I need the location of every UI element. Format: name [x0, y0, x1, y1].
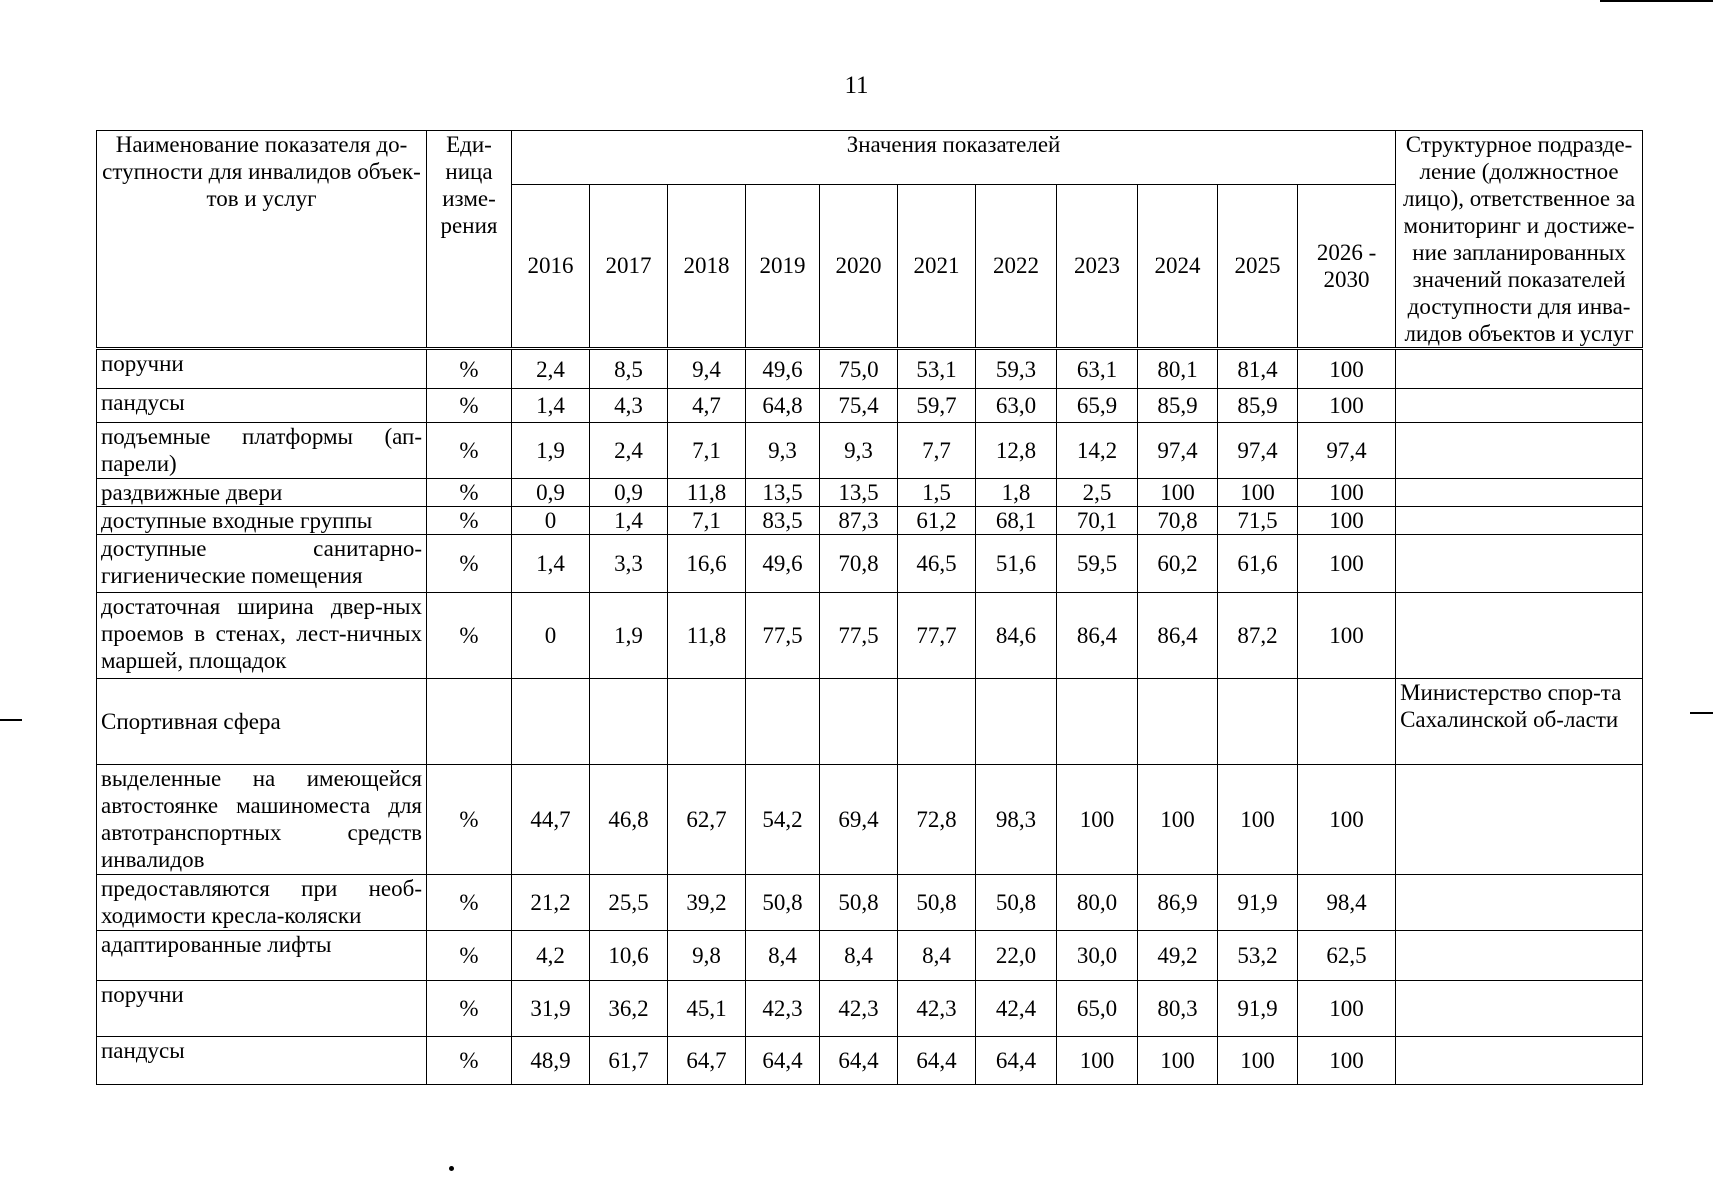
indicator-value: 36,2	[590, 981, 668, 1037]
indicator-value: 13,5	[820, 479, 898, 507]
table-row	[97, 931, 1643, 981]
indicator-unit: %	[427, 507, 512, 535]
indicator-value: 1,9	[512, 423, 590, 479]
indicator-value: 0,9	[512, 479, 590, 507]
indicator-unit: %	[427, 765, 512, 875]
indicator-value: 2,4	[512, 349, 590, 389]
indicator-value: 30,0	[1057, 931, 1138, 981]
indicator-value	[1057, 679, 1138, 765]
indicator-value	[512, 679, 590, 765]
indicator-value	[976, 679, 1057, 765]
indicator-value: 21,2	[512, 875, 590, 931]
indicator-value: 11,8	[668, 479, 746, 507]
indicator-unit: %	[427, 593, 512, 679]
indicator-value: 75,0	[820, 349, 898, 389]
indicator-value: 64,7	[668, 1037, 746, 1085]
indicator-value: 85,9	[1138, 389, 1218, 423]
indicator-value: 53,2	[1218, 931, 1298, 981]
indicator-value: 10,6	[590, 931, 668, 981]
indicator-value: 83,5	[746, 507, 820, 535]
table-row	[97, 1037, 1643, 1085]
indicator-value: 50,8	[820, 875, 898, 931]
indicator-value: 65,9	[1057, 389, 1138, 423]
indicator-value: 25,5	[590, 875, 668, 931]
indicator-unit: %	[427, 389, 512, 423]
indicator-unit: %	[427, 931, 512, 981]
scan-mark-left	[0, 719, 22, 721]
indicator-value: 42,4	[976, 981, 1057, 1037]
indicator-value: 49,6	[746, 349, 820, 389]
table-row	[97, 679, 1643, 765]
indicator-unit	[427, 679, 512, 765]
indicator-value: 0	[512, 507, 590, 535]
indicator-name: пандусы	[97, 1037, 427, 1085]
scan-mark-right	[1690, 712, 1713, 714]
indicator-value: 9,3	[820, 423, 898, 479]
indicator-value: 100	[1218, 765, 1298, 875]
year-header: 2023	[1057, 184, 1138, 348]
indicator-value: 100	[1298, 981, 1396, 1037]
year-header: 2025	[1218, 184, 1298, 348]
scan-mark-top	[1600, 0, 1713, 2]
indicator-value: 61,6	[1218, 535, 1298, 593]
responsible-unit	[1396, 423, 1643, 479]
table-row	[97, 535, 1643, 593]
year-header: 2022	[976, 184, 1057, 348]
indicator-value: 48,9	[512, 1037, 590, 1085]
indicator-value: 50,8	[746, 875, 820, 931]
indicator-value: 77,5	[746, 593, 820, 679]
indicator-value: 44,7	[512, 765, 590, 875]
indicator-value: 1,8	[976, 479, 1057, 507]
indicator-name: подъемные платформы (ап-парели)	[97, 423, 427, 479]
year-header: 2017	[590, 184, 668, 348]
indicator-unit: %	[427, 875, 512, 931]
indicator-value: 8,4	[746, 931, 820, 981]
indicator-value: 8,4	[820, 931, 898, 981]
indicator-unit: %	[427, 535, 512, 593]
indicator-unit: %	[427, 1037, 512, 1085]
page-number: 11	[844, 72, 869, 99]
responsible-unit	[1396, 479, 1643, 507]
table-row	[97, 349, 1643, 389]
indicator-value: 100	[1057, 1037, 1138, 1085]
indicator-value: 59,5	[1057, 535, 1138, 593]
indicator-value: 91,9	[1218, 981, 1298, 1037]
indicator-name: доступные санитарно-гигиенические помещения	[97, 535, 427, 593]
indicator-value: 97,4	[1298, 423, 1396, 479]
indicator-value: 86,4	[1057, 593, 1138, 679]
indicators-table	[96, 130, 1643, 1085]
indicator-value: 100	[1298, 479, 1396, 507]
indicator-value: 70,8	[820, 535, 898, 593]
responsible-unit	[1396, 349, 1643, 389]
indicator-value: 68,1	[976, 507, 1057, 535]
indicator-unit: %	[427, 349, 512, 389]
indicator-value: 80,0	[1057, 875, 1138, 931]
indicator-value: 98,4	[1298, 875, 1396, 931]
indicator-value: 31,9	[512, 981, 590, 1037]
indicator-value: 65,0	[1057, 981, 1138, 1037]
indicator-value: 1,4	[590, 507, 668, 535]
responsible-unit	[1396, 535, 1643, 593]
year-header: 2026 - 2030	[1298, 184, 1396, 348]
header-responsible: Структурное подразде-ление (должностное лицо), ответственное за мониторинг и достиже-ние запланированных значений показателей доступности для инва-лидов объектов и услуг	[1396, 131, 1643, 349]
indicator-value: 13,5	[746, 479, 820, 507]
indicator-value: 42,3	[898, 981, 976, 1037]
indicator-value	[746, 679, 820, 765]
indicator-value: 54,2	[746, 765, 820, 875]
indicator-value: 59,3	[976, 349, 1057, 389]
indicator-value	[898, 679, 976, 765]
indicator-value: 69,4	[820, 765, 898, 875]
indicator-value: 16,6	[668, 535, 746, 593]
indicator-value: 62,5	[1298, 931, 1396, 981]
indicator-value: 39,2	[668, 875, 746, 931]
indicator-value: 46,5	[898, 535, 976, 593]
table-row	[97, 507, 1643, 535]
indicator-value: 70,1	[1057, 507, 1138, 535]
indicator-value: 9,4	[668, 349, 746, 389]
indicator-name: раздвижные двери	[97, 479, 427, 507]
indicator-value: 70,8	[1138, 507, 1218, 535]
responsible-unit	[1396, 1037, 1643, 1085]
indicator-value: 100	[1298, 593, 1396, 679]
indicator-value: 1,5	[898, 479, 976, 507]
table-row	[97, 875, 1643, 931]
indicator-value: 61,7	[590, 1037, 668, 1085]
indicator-value: 87,2	[1218, 593, 1298, 679]
indicator-value: 64,8	[746, 389, 820, 423]
table-header	[97, 131, 1643, 349]
indicator-value: 80,1	[1138, 349, 1218, 389]
indicator-value: 86,9	[1138, 875, 1218, 931]
indicator-value	[1138, 679, 1218, 765]
indicator-name: пандусы	[97, 389, 427, 423]
indicator-value: 46,8	[590, 765, 668, 875]
indicator-value: 4,2	[512, 931, 590, 981]
indicator-value: 8,4	[898, 931, 976, 981]
indicator-value: 11,8	[668, 593, 746, 679]
indicator-value: 100	[1138, 765, 1218, 875]
indicator-value: 42,3	[746, 981, 820, 1037]
indicator-value: 50,8	[898, 875, 976, 931]
indicator-value: 84,6	[976, 593, 1057, 679]
indicator-value: 64,4	[898, 1037, 976, 1085]
indicator-value: 64,4	[820, 1037, 898, 1085]
indicator-value: 81,4	[1218, 349, 1298, 389]
table-row	[97, 423, 1643, 479]
indicator-name: предоставляются при необ-ходимости кресла-коляски	[97, 875, 427, 931]
indicator-value: 53,1	[898, 349, 976, 389]
indicator-value: 80,3	[1138, 981, 1218, 1037]
indicator-value: 12,8	[976, 423, 1057, 479]
indicator-value: 49,6	[746, 535, 820, 593]
table-row	[97, 593, 1643, 679]
responsible-unit	[1396, 875, 1643, 931]
table-row	[97, 981, 1643, 1037]
indicator-value: 100	[1138, 479, 1218, 507]
indicator-value: 86,4	[1138, 593, 1218, 679]
indicator-value: 77,5	[820, 593, 898, 679]
header-name: Наименование показателя до-ступности для инвалидов объек-тов и услуг	[97, 131, 427, 349]
indicator-value: 9,8	[668, 931, 746, 981]
indicator-value: 59,7	[898, 389, 976, 423]
indicator-unit: %	[427, 479, 512, 507]
table-row	[97, 479, 1643, 507]
indicator-value: 2,4	[590, 423, 668, 479]
header-values: Значения показателей	[512, 131, 1396, 185]
scan-dot	[449, 1166, 454, 1171]
indicator-value: 42,3	[820, 981, 898, 1037]
indicator-value: 63,0	[976, 389, 1057, 423]
indicator-name: адаптированные лифты	[97, 931, 427, 981]
indicator-name: доступные входные группы	[97, 507, 427, 535]
indicator-value: 97,4	[1218, 423, 1298, 479]
indicator-value: 100	[1298, 507, 1396, 535]
table-row	[97, 389, 1643, 423]
year-header: 2016	[512, 184, 590, 348]
indicator-value: 63,1	[1057, 349, 1138, 389]
responsible-unit	[1396, 981, 1643, 1037]
indicator-value: 2,5	[1057, 479, 1138, 507]
indicator-unit: %	[427, 423, 512, 479]
indicator-value: 100	[1057, 765, 1138, 875]
indicator-value: 75,4	[820, 389, 898, 423]
indicator-value: 51,6	[976, 535, 1057, 593]
indicator-value: 14,2	[1057, 423, 1138, 479]
indicator-value: 71,5	[1218, 507, 1298, 535]
indicator-value: 60,2	[1138, 535, 1218, 593]
indicator-value: 100	[1218, 1037, 1298, 1085]
indicator-value: 7,7	[898, 423, 976, 479]
indicator-value: 100	[1298, 389, 1396, 423]
indicator-value: 100	[1218, 479, 1298, 507]
indicator-value: 64,4	[976, 1037, 1057, 1085]
indicator-value: 0,9	[590, 479, 668, 507]
indicator-value	[590, 679, 668, 765]
indicator-value	[668, 679, 746, 765]
responsible-unit	[1396, 389, 1643, 423]
header-unit: Еди-ница изме-рения	[427, 131, 512, 349]
year-header: 2020	[820, 184, 898, 348]
indicator-value: 45,1	[668, 981, 746, 1037]
indicator-value: 100	[1298, 1037, 1396, 1085]
indicator-unit: %	[427, 981, 512, 1037]
indicator-value: 100	[1298, 765, 1396, 875]
responsible-unit	[1396, 593, 1643, 679]
indicator-value: 7,1	[668, 507, 746, 535]
indicator-value: 77,7	[898, 593, 976, 679]
indicator-value: 9,3	[746, 423, 820, 479]
indicator-name: достаточная ширина двер-ных проемов в стенах, лест-ничных маршей, площадок	[97, 593, 427, 679]
year-header: 2018	[668, 184, 746, 348]
year-header: 2019	[746, 184, 820, 348]
indicator-value: 72,8	[898, 765, 976, 875]
indicator-value: 49,2	[1138, 931, 1218, 981]
indicator-value: 3,3	[590, 535, 668, 593]
responsible-unit	[1396, 507, 1643, 535]
indicator-name: поручни	[97, 349, 427, 389]
indicator-value: 85,9	[1218, 389, 1298, 423]
indicator-value: 98,3	[976, 765, 1057, 875]
indicator-value: 1,9	[590, 593, 668, 679]
indicator-value: 22,0	[976, 931, 1057, 981]
indicator-value: 87,3	[820, 507, 898, 535]
indicator-value: 100	[1298, 349, 1396, 389]
year-header: 2021	[898, 184, 976, 348]
responsible-unit: Министерство спор-та Сахалинской об-ласти	[1396, 679, 1643, 765]
table-body	[97, 349, 1643, 1085]
responsible-unit	[1396, 765, 1643, 875]
indicator-value: 62,7	[668, 765, 746, 875]
indicator-value: 4,7	[668, 389, 746, 423]
indicator-value: 1,4	[512, 389, 590, 423]
responsible-unit	[1396, 931, 1643, 981]
indicator-value: 7,1	[668, 423, 746, 479]
indicator-value: 1,4	[512, 535, 590, 593]
indicator-value: 100	[1138, 1037, 1218, 1085]
indicator-value: 8,5	[590, 349, 668, 389]
indicator-value: 0	[512, 593, 590, 679]
indicator-value: 91,9	[1218, 875, 1298, 931]
indicator-value: 100	[1298, 535, 1396, 593]
table-row	[97, 765, 1643, 875]
indicator-value	[820, 679, 898, 765]
indicator-value: 4,3	[590, 389, 668, 423]
indicator-value: 64,4	[746, 1037, 820, 1085]
indicator-value: 61,2	[898, 507, 976, 535]
indicator-name: поручни	[97, 981, 427, 1037]
indicator-value: 97,4	[1138, 423, 1218, 479]
indicator-value	[1298, 679, 1396, 765]
indicator-value	[1218, 679, 1298, 765]
indicator-value: 50,8	[976, 875, 1057, 931]
year-header: 2024	[1138, 184, 1218, 348]
indicator-name: выделенные на имеющейся автостоянке машиноместа для автотранспортных средств инвалидов	[97, 765, 427, 875]
indicator-name: Спортивная сфера	[97, 679, 427, 765]
